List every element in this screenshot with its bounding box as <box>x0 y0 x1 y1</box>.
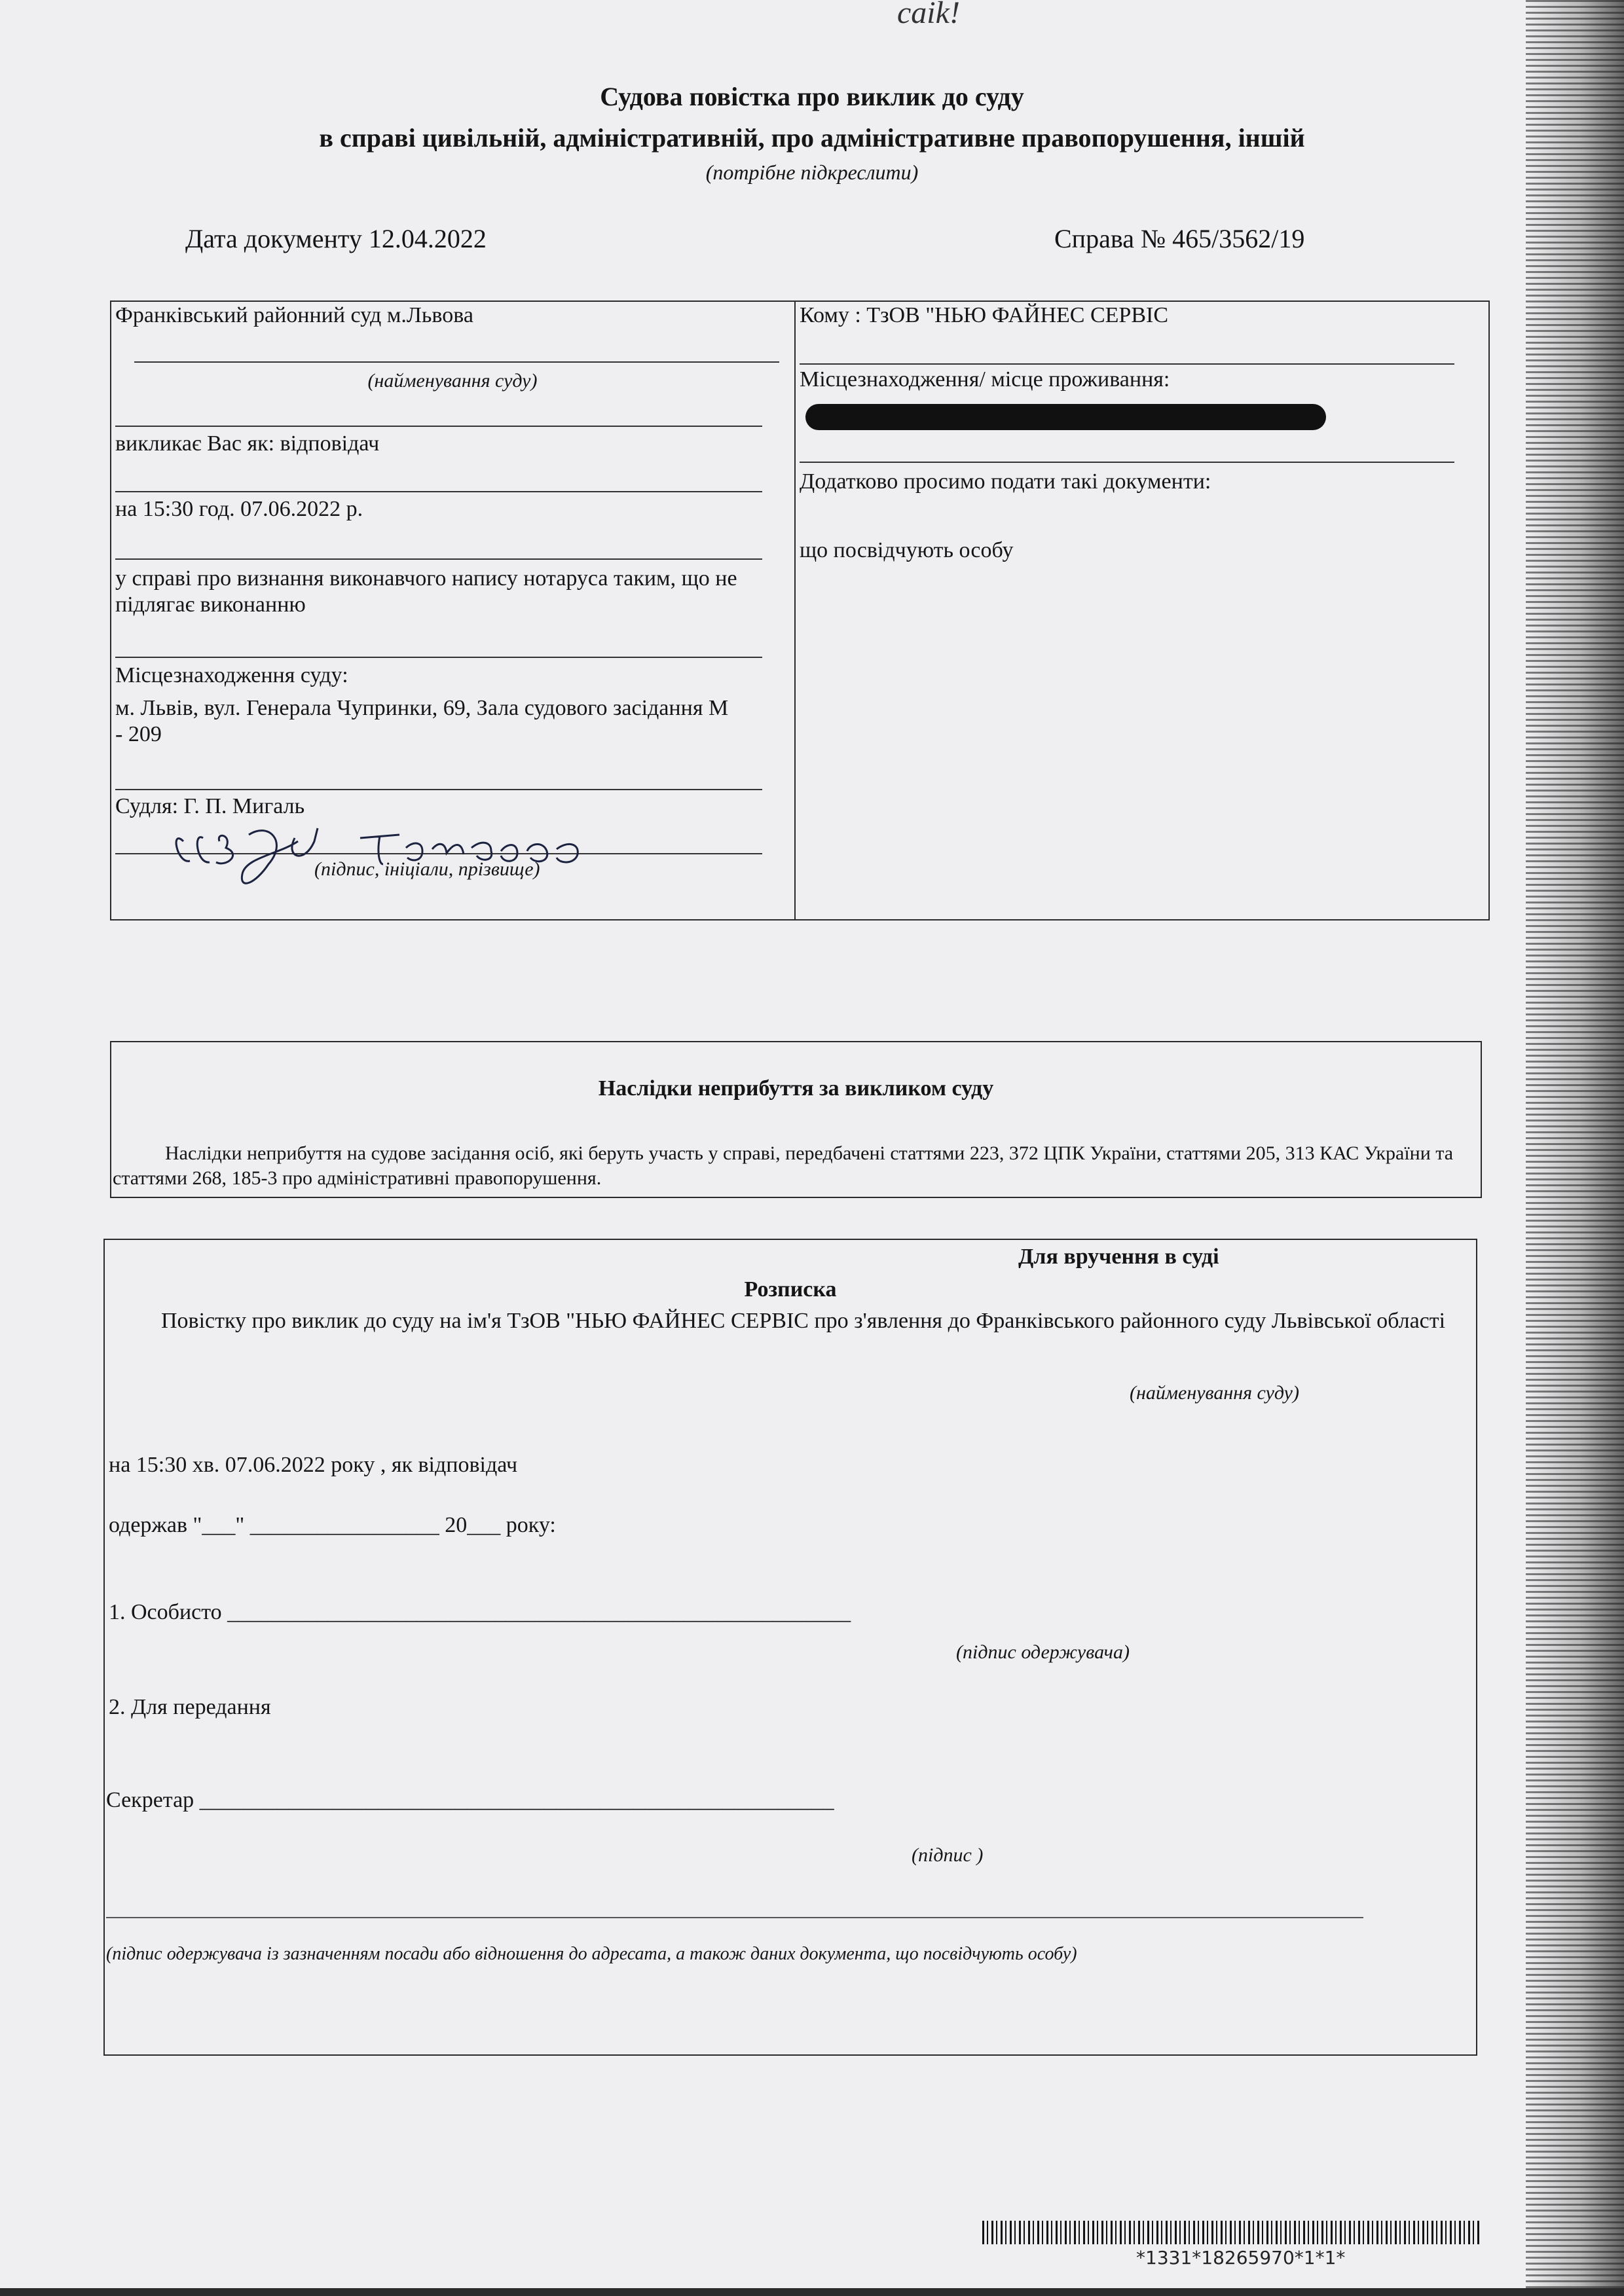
address-label: Місцезнаходження/ місце проживання: <box>800 367 1170 392</box>
secretary-signature-caption: (підпис ) <box>912 1844 984 1866</box>
divider-line <box>800 462 1454 463</box>
document-subtitle: в справі цивільній, адміністративній, про адміністративне правопорушення, іншій <box>319 123 1305 153</box>
underline-note: (потрібне підкреслити) <box>705 160 919 184</box>
court-name-line <box>134 361 779 363</box>
receipt-time-line: на 15:30 хв. 07.06.2022 року , як відповідач <box>109 1453 518 1477</box>
court-name-caption: (найменування суду) <box>367 370 538 392</box>
recipient-signature-caption: (підпис одержувача) <box>956 1641 1130 1663</box>
extra-docs-label: Додатково просимо подати такі документи: <box>800 469 1211 494</box>
court-location-label: Місцезнаходження суду: <box>115 663 348 687</box>
redacted-address <box>805 404 1326 430</box>
divider-line <box>800 363 1454 365</box>
court-name: Франківський районний суд м.Львова <box>115 303 473 327</box>
consequences-title: Наслідки неприбуття за викликом суду <box>598 1076 994 1101</box>
divider-line <box>115 426 762 427</box>
scan-edge-artifact <box>1526 0 1624 2296</box>
document-title: Судова повістка про виклик до суду <box>600 82 1024 111</box>
divider-line <box>115 558 762 560</box>
received-date-line: одержав "___" _________________ 20___ року: <box>109 1513 556 1537</box>
handwritten-note: caik! <box>897 0 960 30</box>
judge-name: Судля: Г. П. Мигаль <box>115 794 305 818</box>
case-subject: у справі про визнання виконавчого напису нотаруса таким, що не підлягає виконанню <box>115 566 737 617</box>
receipt-box <box>103 1239 1477 2056</box>
personally-line: 1. Особисто ________________________________________________________ <box>109 1600 851 1624</box>
receipt-body: Повістку про виклик до суду на ім'я ТзОВ "НЬЮ ФАЙНЕС СЕРВІС про з'явлення до Франківського районного суду Львівської області <box>161 1309 1446 1333</box>
divider-line <box>115 657 762 658</box>
document-date: Дата документу 12.04.2022 <box>185 224 487 253</box>
divider-line <box>115 491 762 492</box>
receipt-court-caption: (найменування суду) <box>1130 1382 1299 1404</box>
case-number: Справа № 465/3562/19 <box>1054 224 1305 253</box>
barcode <box>982 2221 1480 2244</box>
signature-caption: (підпис, ініціали, прізвище) <box>314 858 540 880</box>
extra-docs: що посвідчують особу <box>800 538 1014 562</box>
recipient-name: Кому : ТзОВ "НЬЮ ФАЙНЕС СЕРВІС <box>800 303 1168 327</box>
divider-line <box>115 789 762 790</box>
secretary-line: Секретар _________________________________________________________ <box>106 1788 834 1812</box>
for-transfer-line: 2. Для передання <box>109 1695 271 1719</box>
receipt-footer-caption: (підпис одержувача із зазначенням посади або відношення до адресата, а також даних документа, що посвідчують особу) <box>106 1944 1077 1964</box>
court-location: м. Львів, вул. Генерала Чупринки, 69, Зала судового засідання М - 209 <box>115 696 729 746</box>
hearing-time: на 15:30 год. 07.06.2022 р. <box>115 497 363 521</box>
summons-table-divider <box>794 301 796 920</box>
receipt-title: Розписка <box>744 1277 837 1302</box>
consequences-body: Наслідки неприбуття на судове засідання осіб, які беруть участь у справі, передбачені статтями 223, 372 ЦПК України, статтями 205, 313 КАС України та статтями 268, 185-3 про адміністративні правопорушення. <box>113 1142 1454 1189</box>
receipt-footer-line <box>106 1917 1363 1918</box>
judge-signature <box>164 802 635 900</box>
summons-role: викликає Вас як: відповідач <box>115 431 380 456</box>
for-court-label: Для вручення в суді <box>1018 1245 1219 1269</box>
barcode-text: *1331*18265970*1*1* <box>1136 2247 1346 2269</box>
scan-bottom-edge <box>0 2288 1624 2296</box>
